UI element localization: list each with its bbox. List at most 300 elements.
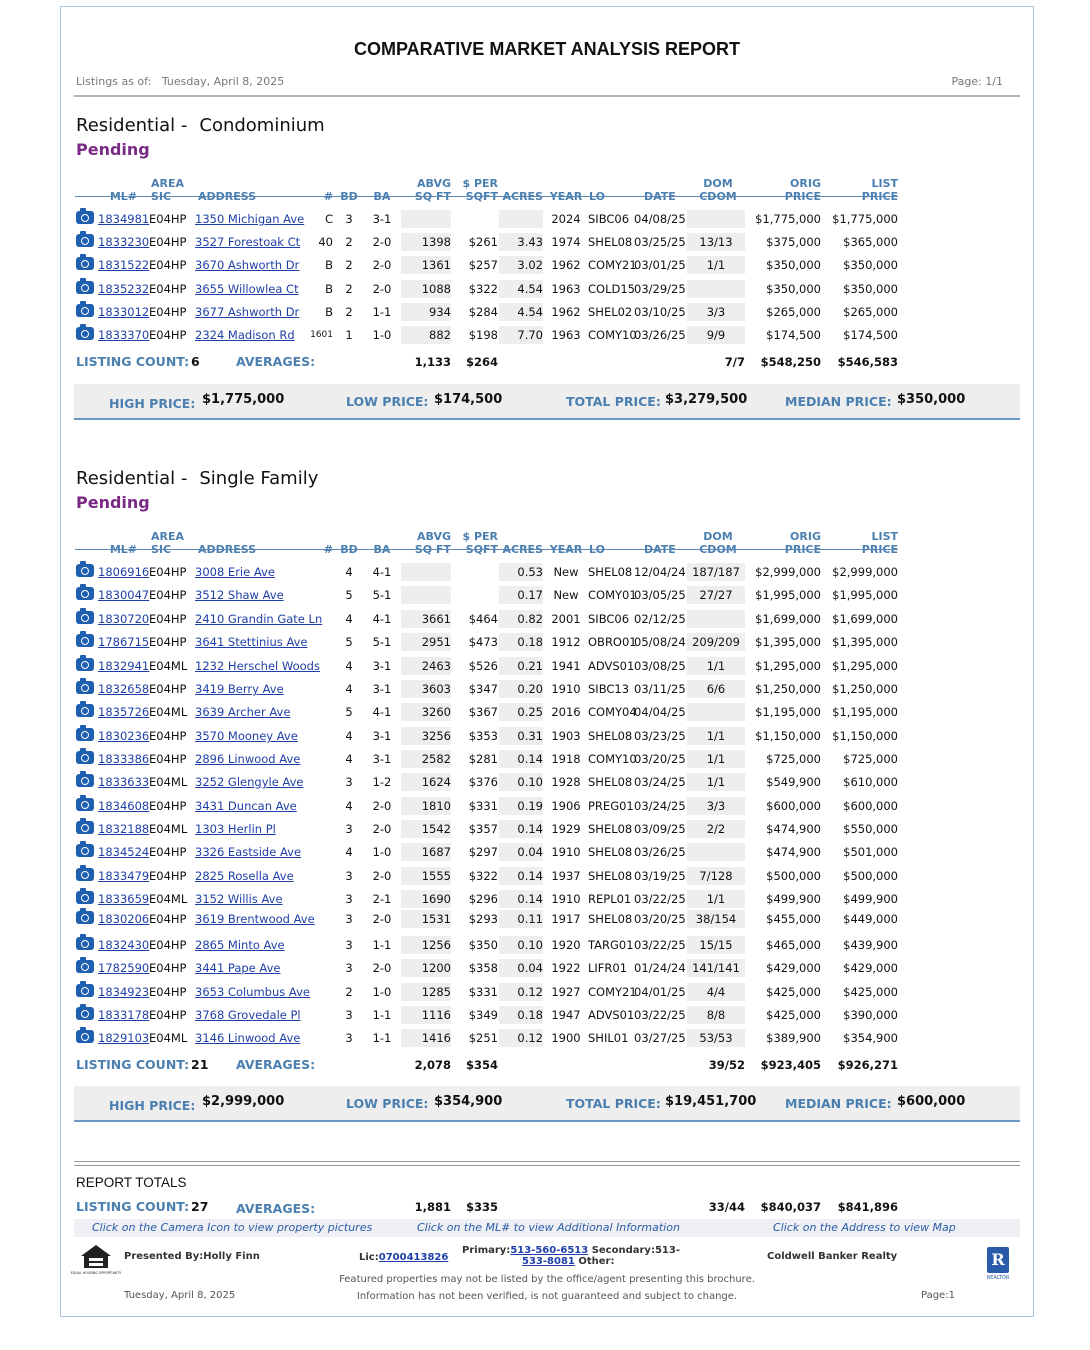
bd-cell: 2 [345, 985, 353, 999]
ba-cell: 3-1 [372, 752, 392, 766]
ml-link[interactable]: 1834923 [98, 985, 150, 999]
persqft-cell: $251 [468, 1031, 498, 1045]
area-cell: E04ML [149, 659, 188, 673]
date-cell: 03/08/25 [634, 659, 686, 673]
bd-cell: 4 [345, 752, 353, 766]
camera-icon[interactable] [76, 1007, 94, 1020]
persqft-cell: $473 [468, 635, 498, 649]
license-label: Lic: [359, 1252, 379, 1263]
area-cell: E04HP [149, 328, 187, 342]
camera-icon[interactable] [76, 1030, 94, 1043]
ba-cell: 3-1 [372, 729, 392, 743]
column-header: LIST [871, 177, 898, 190]
address-link[interactable]: 2410 Grandin Gate Ln [195, 612, 323, 626]
dom-cell: 3/3 [706, 799, 726, 813]
lo-cell: SIBC06 [588, 612, 630, 626]
date-cell: 03/24/25 [634, 799, 686, 813]
bd-cell: 5 [345, 705, 353, 719]
area-cell: E04HP [149, 729, 187, 743]
ml-link[interactable]: 1834608 [98, 799, 150, 813]
acres-cell: 0.20 [517, 682, 543, 696]
camera-icon[interactable] [76, 751, 94, 764]
camera-icon[interactable] [76, 704, 94, 717]
column-header: SIC [151, 543, 172, 556]
sqft-cell: 1361 [421, 258, 451, 272]
address-link[interactable]: 3431 Duncan Ave [195, 799, 297, 813]
list-price-cell: $265,000 [843, 305, 898, 319]
ml-link[interactable]: 1832188 [98, 822, 150, 836]
dom-cell: 187/187 [692, 565, 740, 579]
acres-cell: 3.02 [517, 258, 543, 272]
address-link[interactable]: 3639 Archer Ave [195, 705, 291, 719]
area-cell: E04HP [149, 235, 187, 249]
address-link[interactable]: 3008 Erie Ave [195, 565, 275, 579]
cell-shade [687, 280, 745, 298]
camera-icon[interactable] [76, 634, 94, 647]
ml-link[interactable]: 1833479 [98, 869, 150, 883]
orig-price-cell: $375,000 [766, 235, 821, 249]
persqft-cell: $297 [468, 845, 498, 859]
lo-cell: TARG01 [588, 938, 634, 952]
address-link[interactable]: 2896 Linwood Ave [195, 752, 301, 766]
date-cell: 03/22/25 [634, 892, 686, 906]
cell-shade [401, 586, 451, 604]
camera-icon[interactable] [76, 681, 94, 694]
column-header: ML# [109, 543, 137, 556]
dom-cell: 1/1 [706, 729, 726, 743]
column-header: PRICE [784, 543, 821, 556]
persqft-cell: $376 [468, 775, 498, 789]
date-cell: 03/19/25 [634, 869, 686, 883]
year-cell: 1963 [551, 282, 581, 296]
address-link[interactable]: 3152 Willis Ave [195, 892, 283, 906]
camera-icon[interactable] [76, 327, 94, 340]
column-header: BD [340, 190, 358, 203]
ml-link[interactable]: 1832430 [98, 938, 150, 952]
list-price-cell: $1,250,000 [832, 682, 898, 696]
column-header: SQFT [465, 543, 498, 556]
camera-icon[interactable] [76, 868, 94, 881]
sqft-cell: 1116 [421, 1008, 451, 1022]
ba-cell: 5-1 [372, 588, 392, 602]
list-price-cell: $449,000 [843, 912, 898, 926]
report-frame [60, 6, 1034, 1317]
date-cell: 03/11/25 [634, 682, 686, 696]
acres-cell: 0.04 [517, 845, 543, 859]
bd-cell: 4 [345, 845, 353, 859]
ml-link[interactable]: 1834524 [98, 845, 150, 859]
camera-icon[interactable] [76, 891, 94, 904]
lo-cell: COMY21 [588, 258, 637, 272]
year-cell: 2001 [551, 612, 581, 626]
ml-link[interactable]: 1830047 [98, 588, 150, 602]
cell-shade [687, 610, 745, 628]
ml-link[interactable]: 1786715 [98, 635, 150, 649]
cell-shade [499, 210, 543, 228]
year-cell: New [553, 588, 579, 602]
footer-page: Page:1 [921, 1290, 955, 1301]
address-link[interactable]: 3641 Stettinius Ave [195, 635, 308, 649]
orig-price-cell: $350,000 [766, 282, 821, 296]
ba-cell: 5-1 [372, 635, 392, 649]
low-price-label: LOW PRICE: [346, 1096, 429, 1111]
ba-cell: 2-0 [372, 282, 392, 296]
ba-cell: 2-0 [372, 258, 392, 272]
high-price-label: HIGH PRICE: [109, 396, 196, 411]
list-price-cell: $500,000 [843, 869, 898, 883]
persqft-cell: $367 [468, 705, 498, 719]
acres-cell: 0.53 [517, 565, 543, 579]
list-price-cell: $1,775,000 [832, 212, 898, 226]
acres-cell: 0.04 [517, 961, 543, 975]
date-cell: 03/26/25 [634, 328, 686, 342]
acres-cell: 0.14 [517, 869, 543, 883]
orig-price-cell: $425,000 [766, 1008, 821, 1022]
address-link[interactable]: 3655 Willowlea Ct [195, 282, 299, 296]
address-link[interactable]: 3677 Ashworth Dr [195, 305, 300, 319]
persqft-cell: $526 [468, 659, 498, 673]
other-label: Other: [578, 1256, 615, 1267]
high-price-label: HIGH PRICE: [109, 1098, 196, 1113]
dom-cell: 15/15 [699, 938, 733, 952]
bd-cell: 4 [345, 799, 353, 813]
dom-cell: 141/141 [692, 961, 740, 975]
secondary-phone-link[interactable]: 533-8081 [522, 1256, 575, 1267]
column-header: $ PER [462, 177, 498, 190]
list-price-cell: $1,150,000 [832, 729, 898, 743]
bd-cell: 4 [345, 659, 353, 673]
eho-caption: EQUAL HOUSING OPPORTUNITY [70, 1271, 122, 1275]
section-status: Pending [76, 140, 150, 159]
address-link[interactable]: 3326 Eastside Ave [195, 845, 302, 859]
area-cell: E04ML [149, 705, 188, 719]
sqft-cell: 1624 [421, 775, 451, 789]
area-cell: E04HP [149, 258, 187, 272]
address-link[interactable]: 3653 Columbus Ave [195, 985, 310, 999]
listings-date: Tuesday, April 8, 2025 [161, 75, 285, 88]
lo-cell: OBRO01 [588, 635, 637, 649]
address-link[interactable]: 3570 Mooney Ave [195, 729, 298, 743]
column-header: ADDRESS [198, 543, 257, 556]
license-number-link[interactable]: 0700413826 [378, 1252, 449, 1263]
footer-date: Tuesday, April 8, 2025 [124, 1290, 236, 1301]
list-price-cell: $600,000 [843, 799, 898, 813]
persqft-cell: $284 [468, 305, 498, 319]
camera-icon[interactable] [76, 984, 94, 997]
acres-cell: 0.25 [517, 705, 543, 719]
area-cell: E04HP [149, 912, 187, 926]
dom-cell: 4/4 [706, 985, 726, 999]
avg-orig-price: $923,405 [760, 1058, 821, 1072]
camera-icon[interactable] [76, 234, 94, 247]
sqft-cell: 1285 [421, 985, 451, 999]
address-link[interactable]: 3146 Linwood Ave [195, 1031, 301, 1045]
section-title-type: Condominium [199, 115, 325, 136]
date-cell: 03/27/25 [634, 1031, 686, 1045]
column-header: ABVG [417, 177, 451, 190]
camera-icon[interactable] [76, 257, 94, 270]
address-link[interactable]: 1303 Herlin Pl [195, 822, 276, 836]
address-link[interactable]: 1232 Herschel Woods [195, 659, 320, 673]
camera-icon[interactable] [76, 911, 94, 924]
ml-link[interactable]: 1829103 [98, 1031, 150, 1045]
camera-icon[interactable] [76, 728, 94, 741]
ba-cell: 1-1 [372, 1031, 392, 1045]
camera-icon[interactable] [76, 821, 94, 834]
totals-avg-list: $841,896 [837, 1200, 898, 1214]
address-link[interactable]: 2825 Rosella Ave [195, 869, 294, 883]
list-price-cell: $1,395,000 [832, 635, 898, 649]
ml-link[interactable]: 1831522 [98, 258, 150, 272]
ml-link[interactable]: 1834981 [98, 212, 150, 226]
area-cell: E04HP [149, 588, 187, 602]
date-cell: 03/09/25 [634, 822, 686, 836]
high-price-value: $1,775,000 [202, 392, 285, 407]
camera-icon[interactable] [76, 611, 94, 624]
address-link[interactable]: 3619 Brentwood Ave [195, 912, 315, 926]
year-cell: 1941 [551, 659, 581, 673]
persqft-cell: $347 [468, 682, 498, 696]
sqft-cell: 1687 [421, 845, 451, 859]
camera-icon[interactable] [76, 798, 94, 811]
column-header: SQ FT [414, 190, 451, 203]
address-link[interactable]: 3419 Berry Ave [195, 682, 284, 696]
area-cell: E04HP [149, 869, 187, 883]
address-link[interactable]: 2865 Minto Ave [195, 938, 285, 952]
total-price-label: TOTAL PRICE: [566, 394, 661, 409]
year-cell: 1963 [551, 328, 581, 342]
persqft-cell: $198 [468, 328, 498, 342]
ml-link[interactable]: 1833370 [98, 328, 150, 342]
hint-ml: Click on the ML# to view Additional Information [417, 1221, 680, 1234]
year-cell: 1900 [551, 1031, 581, 1045]
ml-link[interactable]: 1830720 [98, 612, 150, 626]
column-header: LIST [871, 530, 898, 543]
address-link[interactable]: 3527 Forestoak Ct [195, 235, 301, 249]
ml-link[interactable]: 1806916 [98, 565, 150, 579]
ml-link[interactable]: 1832658 [98, 682, 150, 696]
avg-dom: 7/7 [724, 355, 745, 369]
listings-as-of [76, 75, 284, 88]
list-price-cell: $1,699,000 [832, 612, 898, 626]
sqft-cell: 1398 [421, 235, 451, 249]
divider [74, 95, 1020, 97]
totals-count-value: 27 [191, 1199, 209, 1214]
year-cell: 1903 [551, 729, 581, 743]
ml-link[interactable]: 1833012 [98, 305, 150, 319]
acres-cell: 0.17 [517, 588, 543, 602]
ml-link[interactable]: 1833386 [98, 752, 150, 766]
dom-cell: 2/2 [706, 822, 726, 836]
unit-cell: B [325, 258, 333, 272]
camera-icon[interactable] [76, 774, 94, 787]
orig-price-cell: $455,000 [766, 912, 821, 926]
realtor-letter: R [991, 1250, 1005, 1269]
address-link[interactable]: 3252 Glengyle Ave [195, 775, 304, 789]
camera-icon[interactable] [76, 281, 94, 294]
acres-cell: 0.14 [517, 892, 543, 906]
ml-link[interactable]: 1833178 [98, 1008, 150, 1022]
median-price-label: MEDIAN PRICE: [785, 1096, 892, 1111]
address-link[interactable]: 3670 Ashworth Dr [195, 258, 300, 272]
year-cell: 1912 [551, 635, 581, 649]
listing-count-label: LISTING COUNT: [76, 1057, 190, 1072]
column-header: AREA [151, 177, 185, 190]
section-title-type: Single Family [199, 468, 319, 489]
listing-count-label: LISTING COUNT: [76, 354, 190, 369]
ba-cell: 1-0 [372, 328, 392, 342]
sqft-cell: 3661 [421, 612, 451, 626]
camera-icon[interactable] [76, 844, 94, 857]
camera-icon[interactable] [76, 211, 94, 224]
ml-link[interactable]: 1833659 [98, 892, 150, 906]
bd-cell: 3 [345, 892, 353, 906]
orig-price-cell: $474,900 [766, 822, 821, 836]
column-header: PRICE [861, 543, 898, 556]
section-title-prefix: Residential - [76, 115, 188, 136]
primary-phone-link[interactable]: 513-560-6513 [510, 1245, 589, 1256]
header-divider [75, 549, 898, 550]
persqft-cell: $350 [468, 938, 498, 952]
date-cell: 03/10/25 [634, 305, 686, 319]
equal-housing-icon [70, 1243, 122, 1275]
unit-cell: B [325, 305, 333, 319]
dom-cell: 6/6 [706, 682, 726, 696]
dom-cell: 1/1 [706, 775, 726, 789]
ml-link[interactable]: 1830206 [98, 912, 150, 926]
sqft-cell: 1531 [421, 912, 451, 926]
address-link[interactable]: 3768 Grovedale Pl [195, 1008, 301, 1022]
ml-link[interactable]: 1833633 [98, 775, 150, 789]
dom-cell: 1/1 [706, 659, 726, 673]
list-price-cell: $499,900 [843, 892, 898, 906]
year-cell: 1962 [551, 305, 581, 319]
ml-link[interactable]: 1782590 [98, 961, 150, 975]
lo-cell: COMY10 [588, 752, 637, 766]
column-header: CDOM [699, 543, 737, 556]
sqft-cell: 1200 [421, 961, 451, 975]
camera-icon[interactable] [76, 587, 94, 600]
acres-cell: 0.12 [517, 985, 543, 999]
bd-cell: 5 [345, 588, 353, 602]
ba-cell: 2-0 [372, 869, 392, 883]
disclaimer-2: Information has not been verified, is not guaranteed and subject to change. [356, 1291, 738, 1302]
camera-icon[interactable] [76, 960, 94, 973]
acres-cell: 0.19 [517, 799, 543, 813]
orig-price-cell: $1,775,000 [755, 212, 821, 226]
lo-cell: SIBC06 [588, 212, 630, 226]
sqft-cell: 2582 [421, 752, 451, 766]
orig-price-cell: $1,150,000 [755, 729, 821, 743]
orig-price-cell: $425,000 [766, 985, 821, 999]
address-link[interactable]: 1350 Michigan Ave [195, 212, 305, 226]
camera-icon[interactable] [76, 304, 94, 317]
lo-cell: SHEL08 [588, 869, 633, 883]
ml-link[interactable]: 1830236 [98, 729, 150, 743]
acres-cell: 0.82 [517, 612, 543, 626]
total-price-value: $19,451,700 [665, 1094, 757, 1109]
ml-link[interactable]: 1835232 [98, 282, 150, 296]
column-header: LO [589, 190, 605, 203]
camera-icon[interactable] [76, 564, 94, 577]
ml-link[interactable]: 1832941 [98, 659, 150, 673]
company-name: Coldwell Banker Realty [767, 1251, 898, 1262]
bd-cell: 4 [345, 565, 353, 579]
persqft-cell: $331 [468, 799, 498, 813]
persqft-cell: $358 [468, 961, 498, 975]
area-cell: E04HP [149, 212, 187, 226]
cell-shade [687, 210, 745, 228]
totals-avg-orig: $840,037 [760, 1200, 821, 1214]
address-link[interactable]: 3441 Pape Ave [195, 961, 281, 975]
orig-price-cell: $725,000 [766, 752, 821, 766]
ml-link[interactable]: 1835726 [98, 705, 150, 719]
acres-cell: 0.11 [517, 912, 543, 926]
column-header: PRICE [784, 190, 821, 203]
column-header: $ PER [462, 530, 498, 543]
avg-list-price: $546,583 [837, 355, 898, 369]
price-summary-bar [74, 1086, 1020, 1122]
column-header: # [323, 543, 333, 556]
persqft-cell: $322 [468, 869, 498, 883]
address-link[interactable]: 2324 Madison Rd [195, 328, 295, 342]
lo-cell: ADVS01 [588, 659, 635, 673]
sqft-cell: 934 [429, 305, 451, 319]
year-cell: 1920 [551, 938, 581, 952]
orig-price-cell: $499,900 [766, 892, 821, 906]
dom-cell: 1/1 [706, 258, 726, 272]
cell-shade [401, 210, 451, 228]
ml-link[interactable]: 1833230 [98, 235, 150, 249]
column-header: # [323, 190, 333, 203]
persqft-cell: $296 [468, 892, 498, 906]
column-header: YEAR [549, 190, 583, 203]
year-cell: 1928 [551, 775, 581, 789]
column-header: ACRES [502, 190, 543, 203]
bd-cell: 2 [345, 282, 353, 296]
camera-icon[interactable] [76, 658, 94, 671]
bd-cell: 2 [345, 258, 353, 272]
ba-cell: 2-1 [372, 892, 392, 906]
year-cell: 1974 [551, 235, 581, 249]
lo-cell: REPL01 [588, 892, 632, 906]
lo-cell: SIBC13 [588, 682, 630, 696]
ba-cell: 1-1 [372, 305, 392, 319]
column-header: AREA [151, 530, 185, 543]
sqft-cell: 3256 [421, 729, 451, 743]
ba-cell: 3-1 [372, 682, 392, 696]
totals-averages-label: AVERAGES: [236, 1201, 316, 1216]
orig-price-cell: $1,250,000 [755, 682, 821, 696]
dom-cell: 3/3 [706, 305, 726, 319]
address-link[interactable]: 3512 Shaw Ave [195, 588, 284, 602]
column-header: BD [340, 543, 358, 556]
persqft-cell: $331 [468, 985, 498, 999]
lo-cell: SHEL08 [588, 565, 633, 579]
averages-label: AVERAGES: [236, 354, 316, 369]
sqft-cell: 1690 [421, 892, 451, 906]
lo-cell: ADVS01 [588, 1008, 635, 1022]
date-cell: 03/23/25 [634, 729, 686, 743]
orig-price-cell: $265,000 [766, 305, 821, 319]
list-price-cell: $1,195,000 [832, 705, 898, 719]
camera-icon[interactable] [76, 937, 94, 950]
bd-cell: 3 [345, 775, 353, 789]
column-header: SQ FT [414, 543, 451, 556]
area-cell: E04HP [149, 752, 187, 766]
dom-cell: 53/53 [699, 1031, 733, 1045]
date-cell: 05/08/24 [634, 635, 686, 649]
